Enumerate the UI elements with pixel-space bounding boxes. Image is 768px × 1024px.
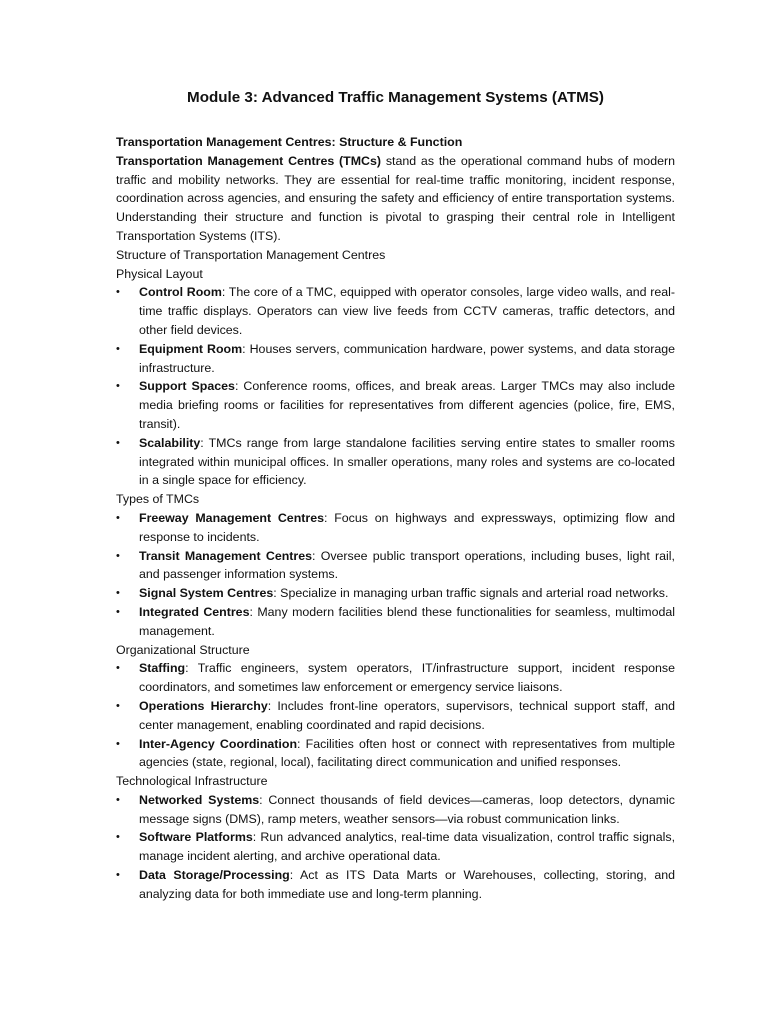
list-item-term: Scalability (139, 435, 201, 450)
bullet-icon: • (116, 342, 120, 355)
list-item-term: Equipment Room (139, 341, 243, 356)
list-item-term: Control Room (139, 285, 222, 300)
list-item (116, 340, 675, 378)
list-item-text: : Houses servers, communication hardware, power systems, and data storage infrastructure. (139, 341, 676, 375)
list-item (116, 547, 675, 585)
list-item (116, 659, 675, 697)
intro-paragraph (116, 152, 675, 246)
list-item-term: Support Spaces (139, 379, 235, 394)
types-list (116, 509, 675, 641)
list-item-term: Operations Hierarchy (139, 698, 268, 713)
list-item (116, 377, 675, 433)
section-title: Transportation Management Centres: Structure & Function (116, 135, 463, 149)
list-item (116, 434, 675, 490)
intro-rest: stand as the operational command hubs of modern traffic and mobility networks. They are essential for real-time traffic monitoring, incident response, coordination across agencies, and ensuring the safety and efficiency of entire transportation systems. Understanding their structure and function is pivotal to grasping their central role in Intelligent Transportation Systems (ITS). (116, 153, 675, 243)
bullet-icon: • (116, 380, 120, 393)
list-item-text: : Includes front-line operators, supervisors, technical support staff, and center management, enabling coordinated and rapid decisions. (139, 698, 675, 732)
list-item-text: : Focus on highways and expressways, optimizing flow and response to incidents. (139, 510, 675, 544)
bullet-icon: • (116, 286, 120, 299)
list-item-text: : Conference rooms, offices, and break areas. Larger TMCs may also include media briefing rooms or facilities for representatives from different agencies (police, fire, EMS, transit). (139, 379, 675, 431)
bullet-icon: • (116, 587, 120, 600)
document-page (116, 88, 675, 904)
bullet-icon: • (116, 549, 120, 562)
technological-heading: Technological Infrastructure (116, 774, 268, 789)
bullet-icon: • (116, 793, 120, 806)
bullet-icon: • (116, 737, 120, 750)
list-item-term: Staffing (139, 661, 186, 676)
list-item-term: Networked Systems (139, 792, 260, 807)
list-item (116, 828, 675, 866)
list-item (116, 735, 675, 773)
list-item-term: Integrated Centres (139, 604, 250, 619)
page-title: Module 3: Advanced Traffic Management Systems (ATMS) (187, 89, 604, 106)
list-item-text: : Act as ITS Data Marts or Warehouses, collecting, storing, and analyzing data for both immediate use and long-term planning. (139, 868, 675, 901)
bullet-icon: • (116, 699, 120, 712)
list-item-term: Freeway Management Centres (139, 510, 325, 525)
list-item-text: : Many modern facilities blend these functionalities for seamless, multimodal management. (139, 604, 675, 638)
list-item (116, 509, 675, 547)
physical-layout-heading: Physical Layout (116, 266, 203, 281)
list-item-text: : Connect thousands of field devices—cameras, loop detectors, dynamic message signs (DMS), ramp meters, weather sensors—via robust communication links. (139, 792, 675, 826)
organizational-heading: Organizational Structure (116, 642, 250, 657)
bullet-icon: • (116, 605, 120, 618)
bullet-icon: • (116, 662, 120, 675)
list-item-term: Data Storage/Processing (139, 868, 290, 883)
list-item-term: Transit Management Centres (139, 548, 313, 563)
list-item-text: : Oversee public transport operations, including buses, light rail, and passenger information systems. (139, 548, 676, 582)
types-heading: Types of TMCs (116, 492, 200, 507)
list-item-term: Software Platforms (139, 830, 253, 845)
bullet-icon: • (116, 436, 120, 449)
list-item-text: : The core of a TMC, equipped with operator consoles, large video walls, and real-time traffic displays. Operators can view live feeds from CCTV cameras, traffic detectors, and other field devices. (139, 285, 675, 337)
list-item-text: : Traffic engineers, system operators, IT/infrastructure support, incident response coordinators, and sometimes law enforcement or emergency service liaisons. (139, 661, 675, 695)
list-item (116, 603, 675, 641)
bullet-icon: • (116, 511, 120, 524)
physical-layout-list (116, 283, 675, 490)
bullet-icon: • (116, 869, 120, 882)
organizational-list (116, 659, 675, 772)
list-item (116, 791, 675, 829)
structure-heading: Structure of Transportation Management Centres (116, 247, 386, 262)
list-item (116, 283, 675, 339)
list-item (116, 866, 675, 904)
bullet-icon: • (116, 831, 120, 844)
list-item-term: Signal System Centres (139, 586, 274, 601)
list-item-term: Inter-Agency Coordination (139, 736, 298, 751)
list-item-text: : Run advanced analytics, real-time data visualization, control traffic signals, manage incident alerting, and archive operational data. (139, 830, 676, 864)
technological-list (116, 791, 675, 904)
list-item (116, 697, 675, 735)
list-item (116, 584, 675, 603)
list-item-text: : TMCs range from large standalone facilities serving entire states to smaller rooms integrated within municipal offices. In smaller operations, many roles and systems are co-located in a single space for efficiency. (139, 435, 675, 488)
list-item-text: : Specialize in managing urban traffic signals and arterial road networks. (273, 586, 669, 601)
list-item-text: : Facilities often host or connect with representatives from multiple agencies (state, regional, local), facilitating direct communication and unified responses. (139, 736, 675, 770)
intro-lead: Transportation Management Centres (TMCs) (116, 153, 382, 168)
